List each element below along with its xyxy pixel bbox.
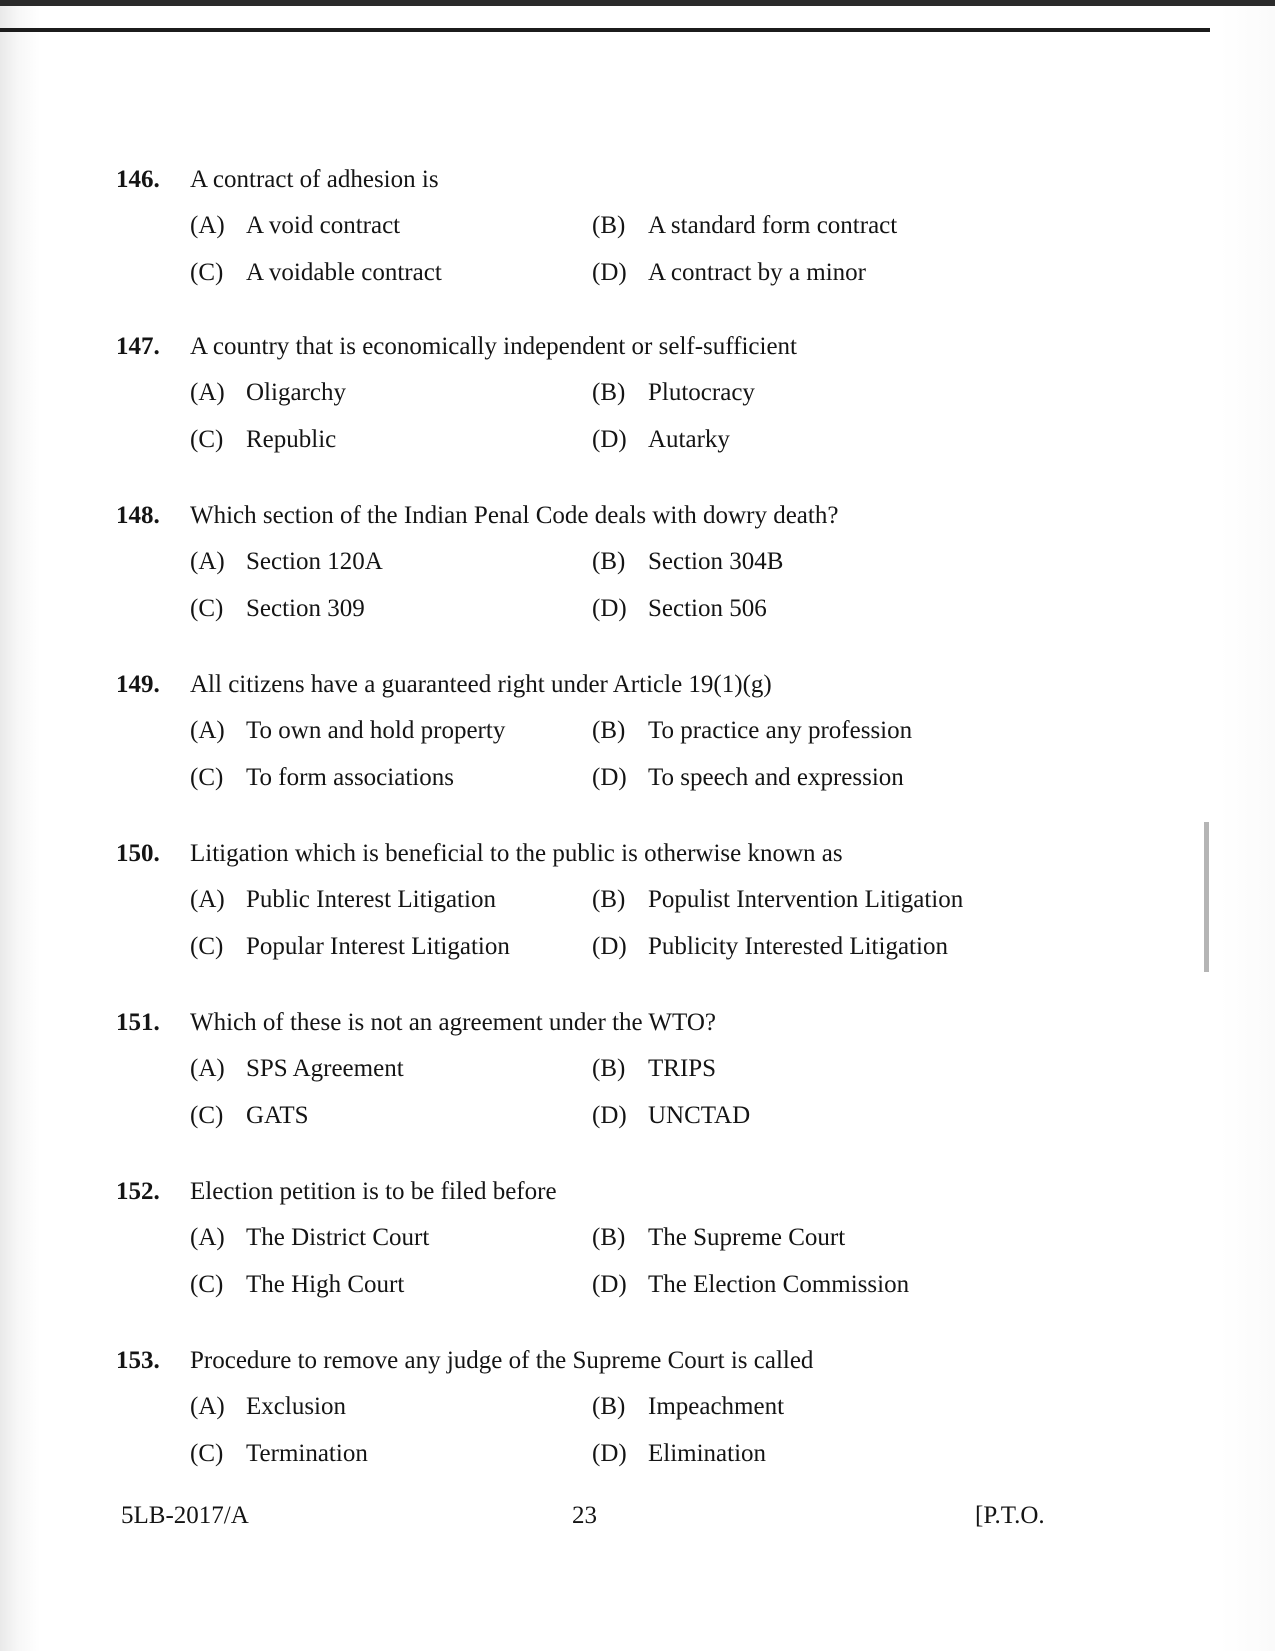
option-text: The Election Commission (648, 1271, 910, 1298)
option-a (190, 212, 400, 240)
option-letter: (A) (190, 379, 225, 406)
option-c (190, 426, 336, 454)
option-b (592, 1055, 716, 1083)
option-letter: (D) (592, 259, 627, 286)
option-text: A voidable contract (246, 259, 442, 286)
option-a (190, 548, 383, 576)
option-b (592, 1224, 845, 1252)
option-b (592, 212, 897, 240)
option-letter: (D) (592, 1440, 627, 1467)
question-number: 146. (116, 166, 160, 193)
page-number: 23 (572, 1502, 597, 1529)
option-c (190, 595, 365, 623)
question-number: 148. (116, 502, 160, 529)
option-a (190, 1224, 429, 1252)
option-letter: (A) (190, 886, 225, 913)
option-letter: (C) (190, 1271, 224, 1298)
option-c (190, 1271, 404, 1299)
question-number: 151. (116, 1009, 160, 1036)
option-text: SPS Agreement (246, 1055, 404, 1082)
question-number: 150. (116, 840, 160, 867)
question-text: A contract of adhesion is (190, 166, 439, 193)
option-letter: (B) (592, 1055, 626, 1082)
option-letter: (D) (592, 1271, 627, 1298)
option-letter: (A) (190, 1055, 225, 1082)
option-text: Plutocracy (648, 379, 755, 406)
option-letter: (D) (592, 426, 627, 453)
option-text: To speech and expression (648, 764, 904, 791)
option-text: TRIPS (648, 1055, 717, 1082)
option-c (190, 764, 454, 792)
option-text: To practice any profession (648, 717, 913, 744)
question-text: All citizens have a guaranteed right under Article 19(1)(g) (190, 671, 772, 698)
option-text: Popular Interest Litigation (246, 933, 510, 960)
option-a (190, 379, 346, 407)
question-number: 152. (116, 1178, 160, 1205)
option-letter: (B) (592, 379, 626, 406)
scan-side-mark (1204, 822, 1209, 972)
option-letter: (B) (592, 1393, 626, 1420)
question-number: 147. (116, 333, 160, 360)
option-a (190, 1055, 404, 1083)
option-d (592, 1271, 909, 1299)
option-text: The District Court (246, 1224, 430, 1251)
option-letter: (C) (190, 259, 224, 286)
option-text: Elimination (648, 1440, 767, 1467)
option-text: The Supreme Court (648, 1224, 846, 1251)
question-text: Which of these is not an agreement under the WTO? (190, 1009, 716, 1036)
option-text: Oligarchy (246, 379, 346, 406)
option-d (592, 259, 866, 287)
option-text: Republic (246, 426, 337, 453)
question-number: 149. (116, 671, 160, 698)
question-text: Which section of the Indian Penal Code deals with dowry death? (190, 502, 839, 529)
option-letter: (D) (592, 933, 627, 960)
option-letter: (B) (592, 212, 626, 239)
option-text: Populist Intervention Litigation (648, 886, 964, 913)
option-a (190, 886, 496, 914)
option-letter: (C) (190, 1440, 224, 1467)
option-letter: (B) (592, 1224, 626, 1251)
question-text: Procedure to remove any judge of the Supreme Court is called (190, 1347, 814, 1374)
please-turn-over: [P.T.O. (975, 1502, 1045, 1529)
option-letter: (C) (190, 426, 224, 453)
option-letter: (C) (190, 764, 224, 791)
option-text: Public Interest Litigation (246, 886, 496, 913)
option-c (190, 259, 442, 287)
option-b (592, 548, 783, 576)
option-text: Section 304B (648, 548, 784, 575)
option-d (592, 933, 948, 961)
header-rule (0, 28, 1210, 32)
option-letter: (D) (592, 764, 627, 791)
option-letter: (A) (190, 548, 225, 575)
option-text: UNCTAD (648, 1102, 751, 1129)
option-d (592, 595, 767, 623)
option-b (592, 379, 755, 407)
option-text: To own and hold property (246, 717, 506, 744)
option-text: Section 120A (246, 548, 383, 575)
option-letter: (A) (190, 212, 225, 239)
option-text: A void contract (246, 212, 401, 239)
option-letter: (A) (190, 1224, 225, 1251)
option-text: The High Court (246, 1271, 405, 1298)
option-a (190, 1393, 346, 1421)
option-letter: (D) (592, 1102, 627, 1129)
option-text: GATS (246, 1102, 309, 1129)
option-d (592, 426, 730, 454)
option-text: Impeachment (648, 1393, 785, 1420)
option-letter: (C) (190, 595, 224, 622)
scan-top-edge (0, 0, 1275, 6)
option-b (592, 717, 912, 745)
option-text: Section 309 (246, 595, 365, 622)
option-text: To form associations (246, 764, 454, 791)
option-c (190, 1440, 368, 1468)
booklet-code: 5LB-2017/A (121, 1502, 249, 1529)
option-text: Termination (246, 1440, 368, 1467)
question-number: 153. (116, 1347, 160, 1374)
question-text: Litigation which is beneficial to the public is otherwise known as (190, 840, 843, 867)
option-b (592, 886, 963, 914)
option-text: Autarky (648, 426, 730, 453)
option-letter: (B) (592, 886, 626, 913)
option-letter: (B) (592, 717, 626, 744)
question-text: A country that is economically independent or self-sufficient (190, 333, 798, 360)
option-letter: (A) (190, 717, 225, 744)
option-letter: (C) (190, 1102, 224, 1129)
option-a (190, 717, 505, 745)
option-b (592, 1393, 784, 1421)
option-c (190, 1102, 309, 1130)
option-text: Exclusion (246, 1393, 346, 1420)
option-letter: (D) (592, 595, 627, 622)
option-d (592, 1102, 750, 1130)
question-text: Election petition is to be filed before (190, 1178, 557, 1205)
option-letter: (A) (190, 1393, 225, 1420)
option-letter: (B) (592, 548, 626, 575)
option-d (592, 764, 904, 792)
option-text: Publicity Interested Litigation (648, 933, 948, 960)
option-text: A standard form contract (648, 212, 898, 239)
option-d (592, 1440, 766, 1468)
option-letter: (C) (190, 933, 224, 960)
option-text: A contract by a minor (648, 259, 866, 286)
option-c (190, 933, 510, 961)
option-text: Section 506 (648, 595, 767, 622)
